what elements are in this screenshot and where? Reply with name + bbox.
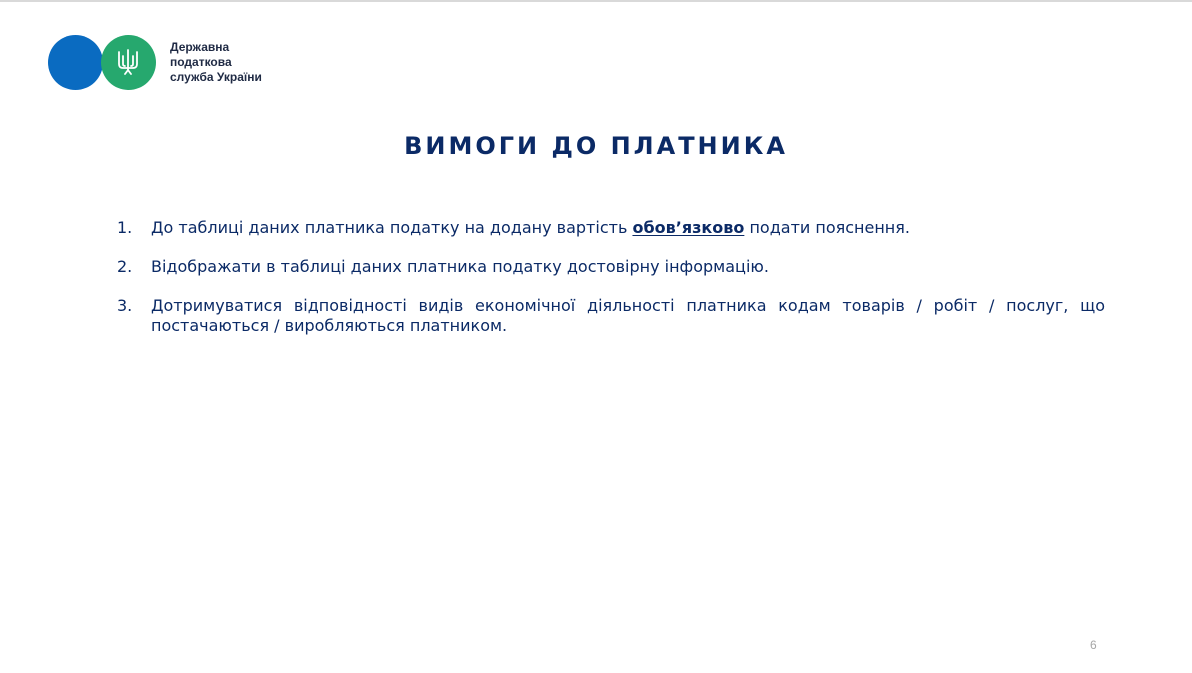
requirement-1-emphasis: обов’язково xyxy=(632,218,745,237)
requirements-list xyxy=(117,218,1105,355)
list-item-number: 1. xyxy=(117,218,133,237)
logo-text-line-3: служба України xyxy=(170,70,262,84)
list-item-text: Дотримуватися відповідності видів економічної діяльності платника кодам товарів / робіт / послуг, що постачаються / виробляються платником. xyxy=(151,296,1105,335)
dps-logo xyxy=(48,35,262,90)
list-item xyxy=(117,218,1105,238)
logo-text-line-2: податкова xyxy=(170,55,232,69)
list-item-number: 3. xyxy=(117,296,133,315)
top-border xyxy=(0,0,1192,2)
list-item-text: Відображати в таблиці даних платника податку достовірну інформацію. xyxy=(151,257,769,276)
logo-circles xyxy=(48,35,158,90)
list-item-text xyxy=(151,218,1105,238)
slide-title: ВИМОГИ ДО ПЛАТНИКА xyxy=(404,132,788,160)
list-item xyxy=(117,296,1105,336)
requirement-1-text-after: подати пояснення. xyxy=(744,218,910,237)
page-number: 6 xyxy=(1090,638,1097,652)
logo-text xyxy=(170,40,262,85)
list-item-number: 2. xyxy=(117,257,133,276)
list-item xyxy=(117,257,1105,277)
trident-icon xyxy=(114,48,142,76)
logo-text-line-1: Державна xyxy=(170,40,230,54)
requirement-1-text-before: До таблиці даних платника податку на додану вартість xyxy=(151,218,633,237)
logo-blue-circle xyxy=(48,35,103,90)
